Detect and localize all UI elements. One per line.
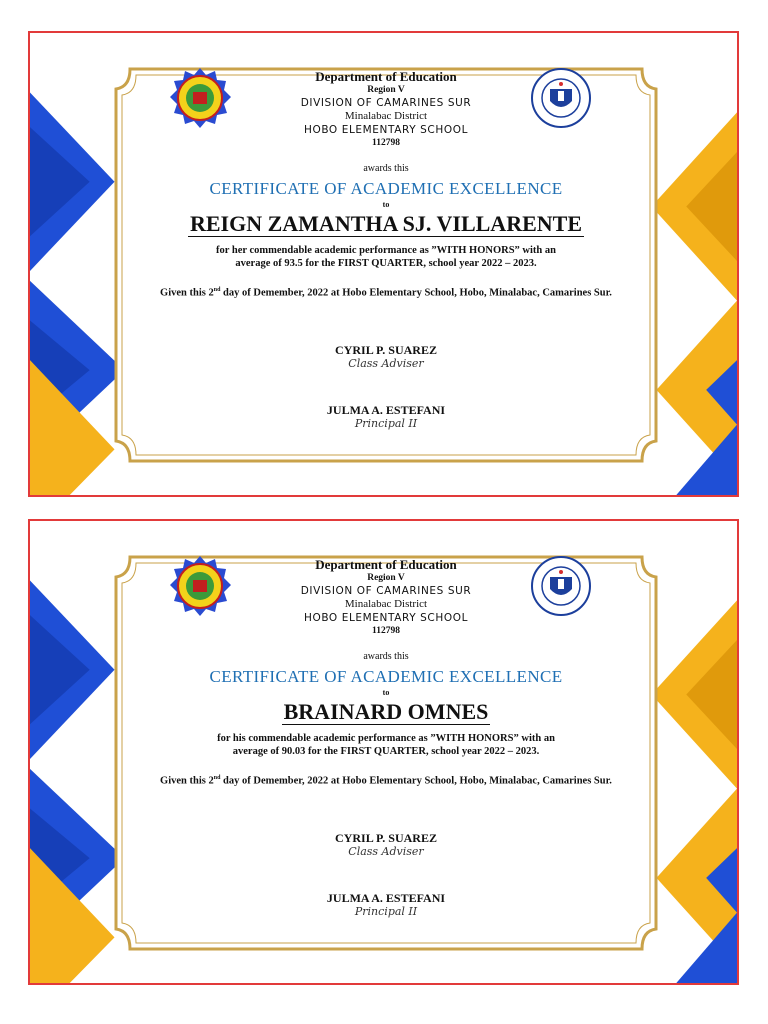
district-name: Minalabac District (344, 598, 428, 610)
recipient-name: BRAINARD OMNES (283, 699, 489, 724)
certificate-1 (28, 31, 739, 497)
school-name: HOBO ELEMENTARY SCHOOL (303, 612, 469, 624)
school-id: 112798 (372, 138, 400, 148)
division-name: DIVISION OF CAMARINES SUR (300, 585, 472, 597)
performance-line-2: average of 93.5 for the FIRST QUARTER, school year 2022 – 2023. (235, 258, 537, 269)
region-name: Region V (367, 85, 405, 95)
awards-this-text: awards this (363, 163, 409, 174)
adviser-role: Class Adviser (348, 844, 424, 858)
principal-role: Principal II (354, 904, 418, 918)
principal-role: Principal II (354, 416, 418, 430)
given-statement (60, 772, 712, 788)
principal-name: JULMA A. ESTEFANI (326, 402, 446, 417)
district-name: Minalabac District (344, 110, 428, 122)
adviser-name: CYRIL P. SUAREZ (335, 342, 437, 357)
given-statement (60, 284, 712, 300)
region-name: Region V (367, 573, 405, 583)
division-name: DIVISION OF CAMARINES SUR (300, 97, 472, 109)
performance-line-2: average of 90.03 for the FIRST QUARTER, school year 2022 – 2023. (232, 746, 540, 757)
school-name: HOBO ELEMENTARY SCHOOL (303, 124, 469, 136)
school-id: 112798 (372, 626, 400, 636)
adviser-role: Class Adviser (348, 356, 424, 370)
given-suffix: day of Demember, 2022 at Hobo Elementary School, Hobo, Minalabac, Camarines Sur. (220, 287, 612, 299)
certificate-title: CERTIFICATE OF ACADEMIC EXCELLENCE (209, 667, 563, 686)
to-text: to (382, 688, 390, 697)
certificate-content (100, 69, 672, 431)
certificate-title: CERTIFICATE OF ACADEMIC EXCELLENCE (209, 179, 563, 198)
performance-line-1: for her commendable academic performance as ”WITH HONORS” with an (216, 245, 556, 256)
given-prefix: Given this 2 (160, 775, 214, 787)
recipient-name: REIGN ZAMANTHA SJ. VILLARENTE (189, 211, 582, 236)
certificate-content (100, 557, 672, 919)
given-ordinal: nd (213, 775, 221, 781)
given-ordinal: nd (213, 287, 221, 293)
given-prefix: Given this 2 (160, 287, 214, 299)
to-text: to (382, 200, 390, 209)
awards-this-text: awards this (363, 651, 409, 662)
certificate-2 (28, 519, 739, 985)
performance-line-1: for his commendable academic performance as ”WITH HONORS” with an (217, 733, 555, 744)
principal-name: JULMA A. ESTEFANI (326, 890, 446, 905)
department-name: Department of Education (315, 557, 457, 572)
given-suffix: day of Demember, 2022 at Hobo Elementary School, Hobo, Minalabac, Camarines Sur. (220, 775, 612, 787)
adviser-name: CYRIL P. SUAREZ (335, 830, 437, 845)
department-name: Department of Education (315, 69, 457, 84)
